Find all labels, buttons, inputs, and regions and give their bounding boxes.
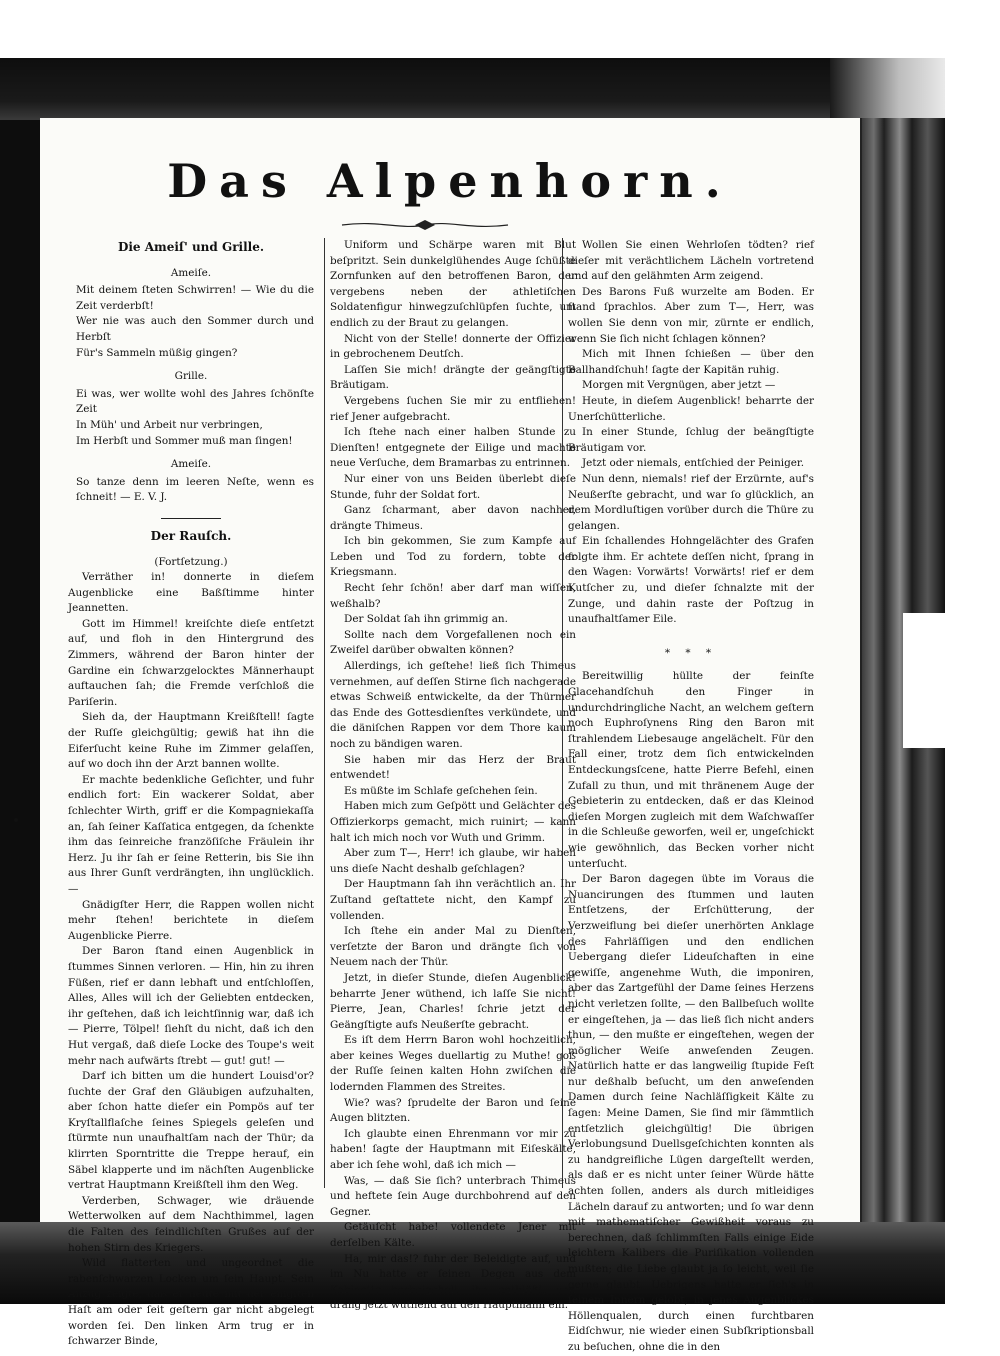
poem-speaker: Ameiſe. bbox=[170, 458, 212, 471]
story-paragraph: Verräther in! donnerte in dieſem Augenblicke eine Baßſtimme hinter Jeannetten. bbox=[68, 571, 314, 615]
story-paragraph: Ha, mir das!? fuhr der Beleidigte auf, und im Nu hatte er ſeinen Degen aus dem Kabinette herbeigeholt, ihn entblößt, und drang jetzt wüthend auf den Hauptmann ein. bbox=[330, 1252, 576, 1312]
continued-label: (Fortſetzung.) bbox=[154, 555, 228, 568]
story-paragraph: Nur einer von uns Beiden überlebt dieſe Stunde, fuhr der Soldat fort. bbox=[330, 472, 576, 501]
story-paragraph: Mich mit Ihnen ſchießen — über den Ballhandſchuh! ſagte der Kapitän ruhig. bbox=[568, 348, 814, 376]
scan-border-left bbox=[0, 58, 40, 1223]
story-paragraph: Ich ſtehe ein ander Mal zu Dienſten, verſetzte der Baron und drängte ſich von Neuem nach der Thür. bbox=[330, 925, 576, 969]
margin-mark bbox=[14, 818, 18, 822]
story-paragraph: Gnädigſter Herr, die Rappen wollen nicht mehr ſtehen! berichtete in dieſem Augenblicke Pierre. bbox=[68, 898, 314, 942]
poem-line: So tanze denn im leeren Neſte, wenn es ſchneit! — E. V. J. bbox=[76, 475, 314, 504]
story-paragraph: Ganz ſcharmant, aber davon nachher, drängte Thimeus. bbox=[330, 504, 576, 532]
story-paragraph: Es iſt dem Herrn Baron wohl hochzeitlich, aber keines Weges duellartig zu Muthe! goß der Ruſſe ſeinen kalten Hohn zwiſchen die lodernden Flammen des Streites. bbox=[330, 1034, 576, 1094]
story-paragraph: Aber zum T—, Herr! ich glaube, wir haben uns dieſe Nacht deshalb geſchlagen? bbox=[330, 847, 576, 875]
scan-shadow-top-right bbox=[830, 58, 945, 118]
story-paragraph: Nun denn, niemals! rief der Erzürnte, auf's Neußerſte gebracht, und war ſo glücklich, an dem Mordluſtigen vorüber durch die Thüre zu gelangen. bbox=[568, 472, 814, 532]
story-paragraph: Was, — daß Sie ſich? unterbrach Thimeus und heftete ſein Auge durchbohrend auf den Gegner. bbox=[330, 1174, 576, 1218]
poem-line: In Müh' und Arbeit nur verbringen, bbox=[76, 418, 263, 431]
story-paragraph: Recht ſehr ſchön! aber darf man wiſſen, weßhalb? bbox=[330, 582, 576, 610]
story-paragraph: Jetzt oder niemals, entſchied der Peiniger. bbox=[582, 457, 805, 470]
story-paragraph: Bereitwillig hüllte der feinſte Glacehandſchuh den Finger in undurchdringliche Nacht, an welchem geſtern noch Euphroſynens Ring den Baron mit ſtrahlendem Liebesauge angelächelt. Für den Fall einer, trotz dem ſich entwickelnden Entdeckungsſcene, hatte Pierre Befehl, einen Zufall zu thun, und mit thränenem Auge der Gebieterin zu entdecken, daß er das Kleinod dieſen Morgen zugleich mit dem Waſchwaſſer in die Schleuße geworfen, weil er, ungeſchickt wie gewöhnlich, das Becken vorher nicht unterſucht. bbox=[568, 670, 814, 870]
section-stars: * * * bbox=[664, 646, 718, 659]
section-divider bbox=[161, 518, 221, 519]
paper-tab bbox=[903, 613, 945, 748]
story-paragraph: Er machte bedenkliche Geſichter, und fuhr endlich fort: Ein wackerer Soldat, aber ſchlechter Wirth, griff er die Kompagniekaſſa an, ſah ſeiner Kaſſatica entgegen, da ſchenkte ihm das ſeinreiche franzöſiſche Fräulein ihr Herz. Ju ihr ſah er ſeine Retterin, bis Sie ihn aus Ihrer Gunſt verdrängten, ihn unglücklich. — bbox=[68, 773, 314, 895]
scan-border-top bbox=[0, 58, 945, 120]
poem-title: Die Ameiſ' und Grille. bbox=[117, 240, 265, 254]
column-1 bbox=[68, 238, 314, 1348]
masthead-ornament bbox=[340, 218, 510, 232]
poem-speaker: Ameiſe. bbox=[170, 266, 212, 279]
column-2 bbox=[330, 238, 576, 1312]
story-paragraph: Ich glaubte einen Ehrenmann vor mir zu haben! ſagte der Hauptmann mit Eiſeskälte, aber ich ſehe wohl, daß ich mich — bbox=[330, 1127, 576, 1172]
column-rule bbox=[324, 238, 325, 1188]
story-paragraph: Es müßte im Schlafe geſchehen ſein. bbox=[344, 784, 538, 797]
story-paragraph: Laſſen Sie mich! drängte der geängſtigte Bräutigam. bbox=[330, 363, 576, 392]
story-paragraph: Vergebens ſuchen Sie mir zu entfliehen! rief Jener aufgebracht. bbox=[330, 394, 576, 423]
poem-line: Für's Sammeln müßig gingen? bbox=[76, 346, 238, 359]
story-paragraph: Der Baron ſtand einen Augenblick in ſtummes Sinnen verloren. — Hin, hin zu ihren Füßen, rief er dann lebhaft und entſchloſſen, Alles, Alles will ich der Geliebten entdecken, ihr geſtehen, daß ich leichtſinnig war, daß ich — Pierre, Tölpel! ſiehſt du nicht, daß ich den Hut vergaß, daß dieſe Locke des Toupe's weit mehr nach aufwärts ſtrebt — gut! gut! — bbox=[68, 945, 314, 1067]
story-paragraph: Der Soldat ſah ihn grimmig an. bbox=[344, 613, 508, 626]
masthead-title: Das Alpenhorn. bbox=[167, 154, 733, 208]
story-paragraph: Der Hauptmann ſah ihn verächtlich an. Ihr Zuſtand geſtattete nicht, den Kampf zu vollenden. bbox=[330, 878, 576, 922]
book-binding bbox=[858, 118, 945, 1222]
story-paragraph: Heute, in dieſem Augenblick! beharrte der Unerſchütterliche. bbox=[568, 394, 814, 423]
story-paragraph: In einer Stunde, ſchlug der beängſtigte Bräutigam vor. bbox=[568, 426, 814, 454]
story-paragraph: Allerdings, ich geſtehe! ließ ſich Thimeus vernehmen, auf deſſen Stirne ſich nachgerade etwas Schweiß entwickelte, da der Thürmer das Ende des Gottesdienſtes verkündete, und die däniſchen Rappen vor dem Thore kaum noch zu bändigen waren. bbox=[330, 660, 576, 750]
column-3 bbox=[568, 238, 814, 1353]
poem-line: Wer nie was auch den Sommer durch und Herbſt bbox=[76, 315, 314, 343]
story-paragraph: Des Barons Fuß wurzelte am Boden. Er ſtand ſprachlos. Aber zum T—, Herr, was wollen Sie denn von mir, zürnte er endlich, wenn Sie ſich nicht ſchlagen können? bbox=[568, 285, 814, 345]
poem-line: Mit deinem ſteten Schwirren! — Wie du die Zeit verderbſt! bbox=[76, 284, 314, 312]
story-paragraph: Uniform und Schärpe waren mit Blut beſpritzt. Sein dunkelglühendes Auge ſchüßte Zornfunken auf den betroffenen Baron, der vergebens neben der athletiſchen Soldatenfigur hinwegzuſchlüpfen ſuchte, um endlich zu der Braut zu gelangen. bbox=[330, 239, 576, 329]
story-paragraph: Morgen mit Vergnügen, aber jetzt — bbox=[582, 379, 776, 392]
story-paragraph: Wie? was? ſprudelte der Baron und ſeine Augen blitzten. bbox=[330, 1096, 576, 1125]
story-title: Der Rauſch. bbox=[150, 528, 232, 543]
story-paragraph: Darf ich bitten um die hundert Louisd'or? ſuchte der Graf den Gläubigen aufzuhalten, aber ſchon hatte dieſer ein Pompös auf ter Kryſtallflaſche ſeines Spiegels geleſen und ſtürmte nun unaufhaltſam nach der Thür; da klirrten Sporntritte die Treppe herauf, ein Säbel klapperte und im nächſten Augenblicke vertrat Hauptmann Kreißſtell ihm den Weg. bbox=[68, 1070, 314, 1192]
story-paragraph: Gott im Himmel! kreiſchte dieſe entſetzt auf, und floh in den Hintergrund des Zimmers, während der Baron hinter der Gardine ein ſchwarzgelocktes Männerhaupt auftauchen ſah; die Fremde verſchloß die Pariſerin. bbox=[68, 617, 314, 708]
poem-speaker: Grille. bbox=[174, 370, 208, 383]
story-paragraph: Getäuſcht habe! vollendete Jener mit derſelben Kälte. bbox=[330, 1221, 576, 1249]
story-paragraph: Ich bin gekommen, Sie zum Kampfe auf Leben und Tod zu fordern, tobte der Kriegsmann. bbox=[330, 535, 576, 579]
story-paragraph: Sie haben mir das Herz der Braut entwendet! bbox=[330, 753, 576, 782]
story-paragraph: Sollte nach dem Vorgefallenen noch ein Zweifel darüber obwalten können? bbox=[330, 628, 576, 657]
story-paragraph: Sieh da, der Hauptmann Kreißſtell! ſagte der Ruſſe gleichgültig; gewiß hat ihn die Eiferſucht keine Ruhe im Zimmer gelaſſen, auf wo doch ihn der Arzt bannen wollte. bbox=[68, 711, 314, 771]
poem-line: Ei was, wer wollte wohl des Jahres ſchönſte Zeit bbox=[76, 387, 314, 416]
story-paragraph: Jetzt, in dieſer Stunde, dieſen Augenblick! beharrte Jener wüthend, ich laſſe Sie nicht! Pierre, Jean, Charles! ſchrie jetzt der Geängſtigte aufs Neußerſte gebracht. bbox=[330, 971, 576, 1031]
story-paragraph: Verderben, Schwager, wie dräuende Wetterwolken auf dem Nachthimmel, lagen die Falten des feindlichſten Grußes auf der hohen Stirn des Kriegers. bbox=[68, 1194, 314, 1254]
poem-line: Im Herbſt und Sommer muß man ſingen! bbox=[76, 434, 293, 447]
story-paragraph: Haben mich zum Geſpött und Gelächter des Offizierkorps gemacht, mich ruinirt; — kann halt ich mich noch vor Wuth und Grimm. bbox=[330, 800, 576, 844]
story-paragraph: Ich ſtehe nach einer halben Stunde zu Dienſten! entgegnete der Eilige und machte neue Verſuche, dem Bramarbas zu entrinnen. bbox=[330, 426, 576, 470]
story-paragraph: Der Baron dagegen übte im Voraus die Nuancirungen des ſtummen und lauten Entſetzens, der Erſchütterung, der Verzweiflung bei dieſer unerhörten Anklage des Fahrläſſigen und den endlichen Uebergang dieſer Lideuſchaften in eine gewiſſe, angenehme Wuth, die imponiren, aber das Zartgefühl der Dame ſeines Herzens nicht verletzen ſollte, — den Ballbeſuch wollte er eingeſtehen, ja — das ließ ſich nicht anders thun, — den mußte er eingeſtehen, wegen der möglicher Weiſe anweſenden Zeugen. Natürlich hatte er das langweilig ſtupide Feſt nur deßhalb beſucht, um den anweſenden Damen durch ſeine Nachläſſigkeit Kälte zu ſagen: Meine Damen, Sie ſind mir ſämmtlich entſetzlich gleichgültig! Die übrigen Verlobungsund Duellsgeſchichten konnten als zu handgreifliche Lügen dargeſtellt werden, als daß er es nicht unter ſeiner Würde hätte achten ſollen, anders als durch mitleidiges Lächeln darauf zu antworten; und ſo war denn mit mathematiſcher Gewißheit voraus zu berechnen, daß ſchlimmſten Falls einige Eide leichtern Kalibers die Puriſikation vollenden mußten; die Liebe glaubt ja ſo leicht, weil ſie gerne glaubt. Uebrigens hatte er ſich's in ſeinem Innern gelobt, in jenes Augenblickes Höllenqualen, durch einen furchtbaren Eidſchwur, nie wieder einen Subſkriptionsball zu beſuchen, ohne die in den bbox=[568, 873, 814, 1353]
newspaper-page bbox=[40, 118, 862, 1353]
story-paragraph: Wollen Sie einen Wehrloſen tödten? rief dieſer mit verächtlichem Lächeln vortretend und auf den gelähmten Arm zeigend. bbox=[568, 239, 814, 283]
story-paragraph: Wild flatterten und ungeordnet die rabenſchwarzen Locken um ſein Haupt. Sein Anzug zeigte, daß er heute mit der eiligſten Haſt am oder ſeit geſtern gar nicht abgelegt worden ſei. Den linken Arm trug er in ſchwarzer Binde, bbox=[68, 1257, 314, 1348]
story-paragraph: Nicht von der Stelle! donnerte der Offizier in gebrochenem Deutſch. bbox=[330, 332, 576, 361]
story-paragraph: Ein ſchallendes Hohngelächter des Grafen folgte ihm. Er achtete deſſen nicht, ſprang in den Wagen: Vorwärts! Vorwärts! rief er dem Kutſcher zu, und dieſer ſchnalzte mit der Zunge, und dahin raste der Poſtzug in unaufhaltſamer Eile. bbox=[568, 535, 814, 626]
